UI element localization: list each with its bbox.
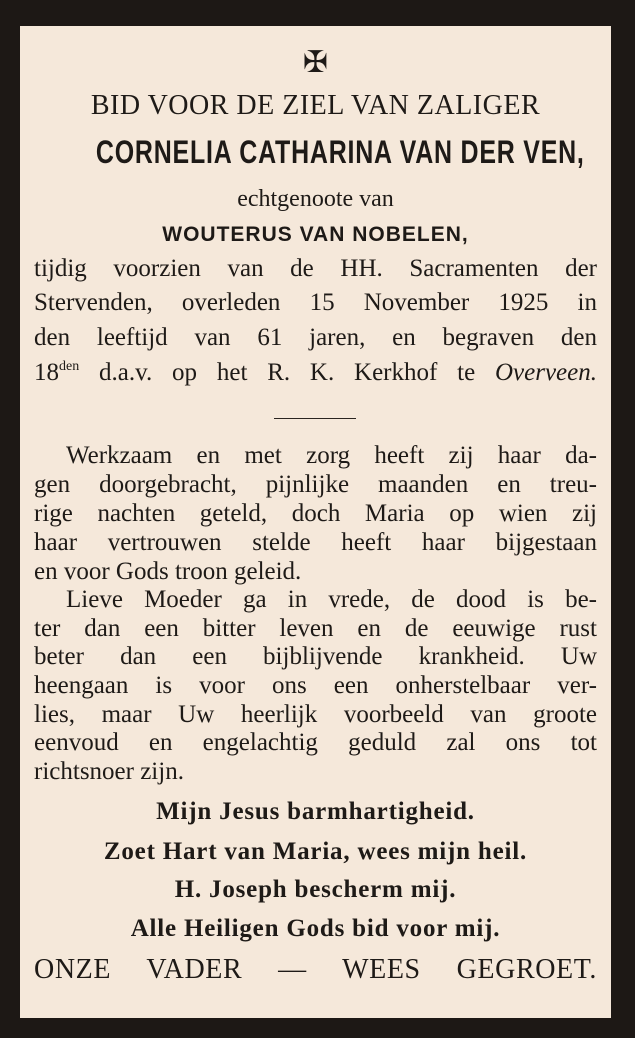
notice-line-2: Stervenden, overleden 15 November 1925 in: [34, 289, 597, 316]
prayer-line: Mijn Jesus barmhartigheid.: [156, 798, 475, 825]
divider: [274, 418, 356, 419]
paragraph1-line: haar vertrouwen stelde heeft haar bijgestaan: [34, 529, 597, 556]
notice-line-3: den leeftijd van 61 jaren, en begraven den: [34, 324, 597, 351]
paragraph2-line: lies, maar Uw heerlijk voorbeeld van groote: [34, 701, 597, 728]
paragraph2-line: Lieve Moeder ga in vrede, de dood is be-: [66, 586, 597, 613]
paragraph1-line: gen doorgebracht, pijnlijke maanden en treu-: [34, 471, 597, 498]
paragraph2-line: richtsnoer zijn.: [34, 758, 184, 785]
paragraph2-line: beter dan een bijblijvende krankheid. Uw: [34, 643, 597, 670]
burial-text: d.a.v. op het R. K. Kerkhof te: [79, 359, 495, 386]
notice-line-4: [34, 359, 597, 387]
deceased-name: CORNELIA CATHARINA VAN DER VEN,: [95, 134, 585, 170]
paragraph2-line: heengaan is voor ons een onherstelbaar ver-: [34, 672, 597, 699]
paragraph1-line: en voor Gods troon geleid.: [34, 558, 302, 585]
cross-icon: ✠: [302, 46, 329, 79]
burial-day: 18: [34, 359, 59, 386]
burial-day-suffix: den: [59, 359, 80, 374]
prayer-line: Alle Heiligen Gods bid voor mij.: [130, 915, 501, 942]
paragraph2-line: eenvoud en engelachtig geduld zal ons tot: [34, 729, 597, 756]
prayer-line: H. Joseph bescherm mij.: [174, 876, 457, 903]
paragraph1-line: Werkzaam en met zorg heeft zij haar da-: [66, 442, 597, 469]
spouse-name: WOUTERUS VAN NOBELEN,: [162, 223, 469, 246]
notice-line-1: tijdig voorzien van de HH. Sacramenten der: [34, 255, 597, 282]
closing-prayers: ONZE VADER — WEES GEGROET.: [34, 954, 597, 985]
card-paper: [20, 26, 611, 1018]
paragraph1-line: rige nachten geteld, doch Maria op wien zij: [34, 500, 597, 527]
burial-place: Overveen.: [494, 359, 597, 386]
prayer-line: Zoet Hart van Maria, wees mijn heil.: [103, 838, 528, 865]
spouse-relation: echtgenoote van: [237, 186, 394, 212]
prayer-request-heading: BID VOOR DE ZIEL VAN ZALIGER: [90, 90, 541, 121]
paragraph2-line: ter dan een bitter leven en de eeuwige rust: [34, 615, 597, 642]
